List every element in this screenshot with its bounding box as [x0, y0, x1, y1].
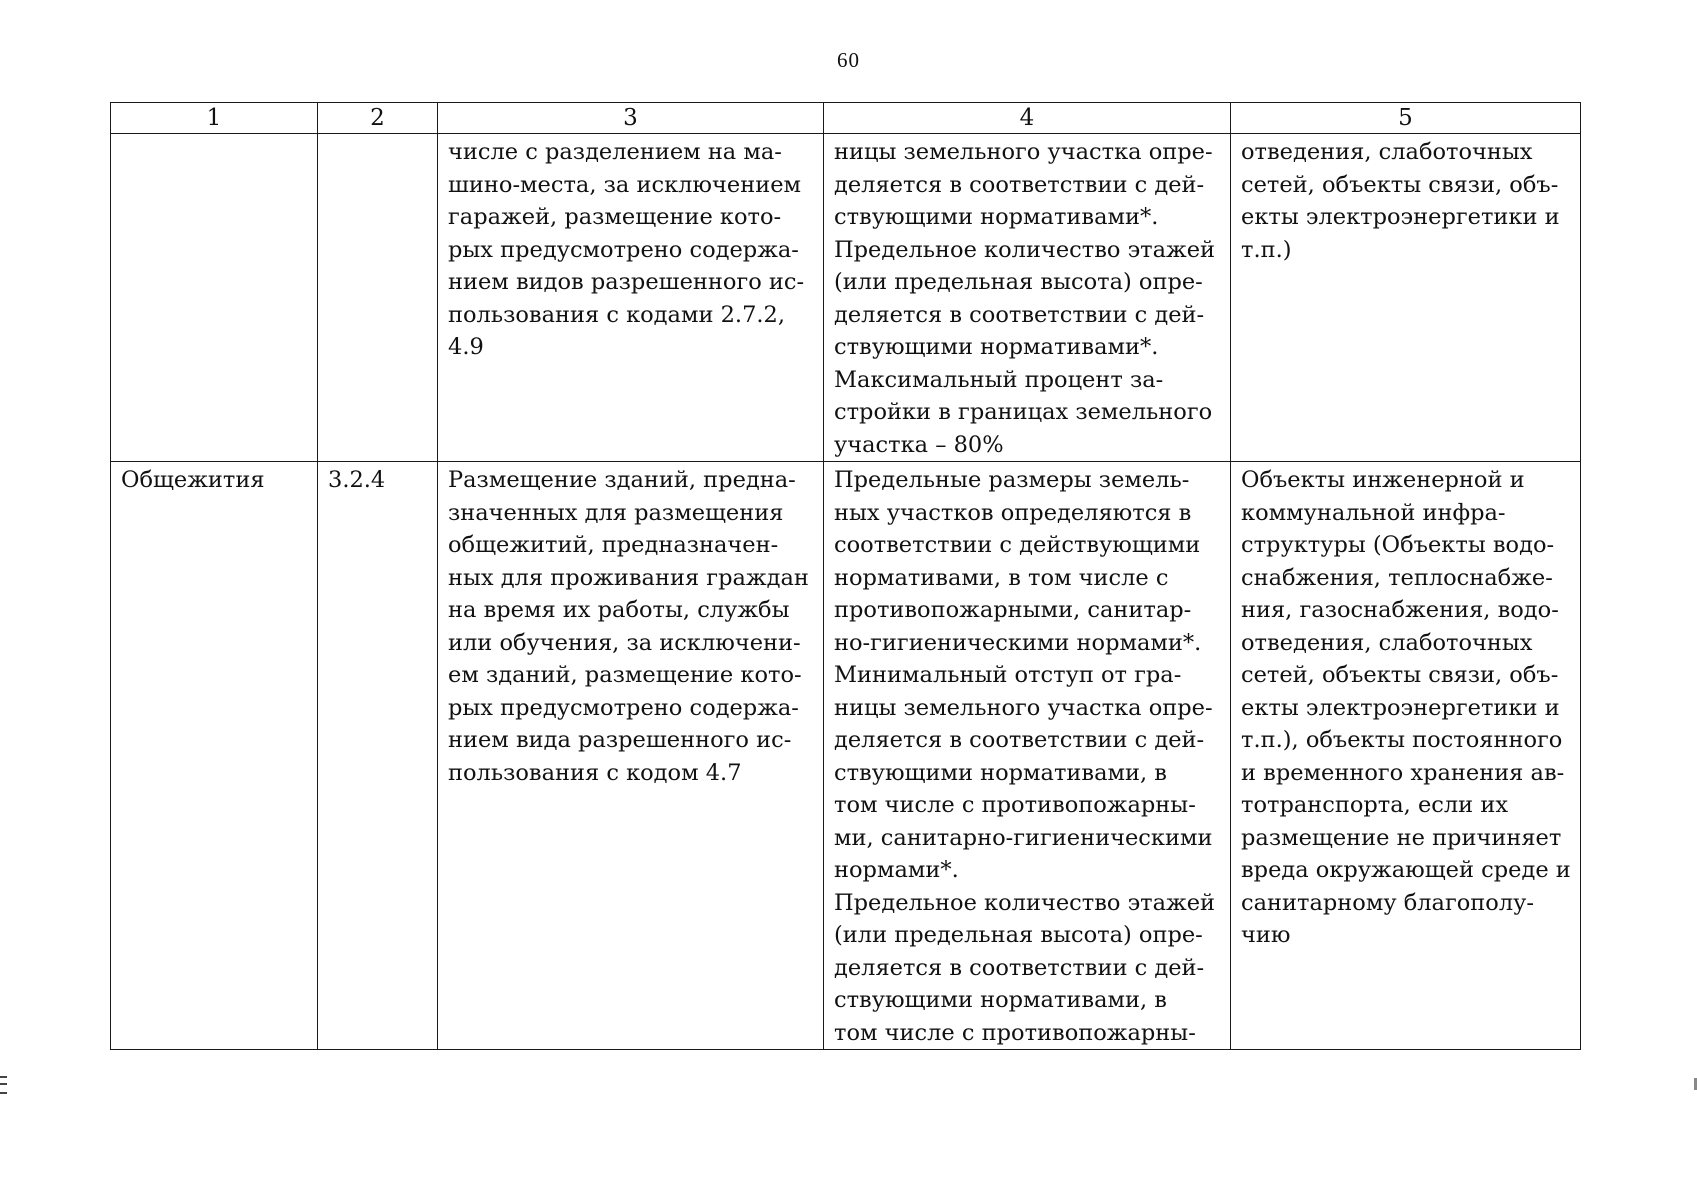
land-use-description-cell [438, 134, 824, 462]
land-use-description-cell [438, 462, 824, 1050]
auxiliary-uses: Объекты инженерной и коммунальной инфра- структуры (Объекты водо- снабжения, теплоснабже- ния, газоснабжения, водо- отведения, слаботочных сетей, объекты связи, объ- екты электроэнергетики и т.п.), объекты постоянного и временного хранения ав- тотранспорта, если их размещение не причиняет вреда окружающей среде и санитарному благополу- чию [1241, 467, 1571, 948]
construction-parameters: Предельные размеры земель- ных участков определяются в соответствии с действующими нормативами, в том числе с противопожарными, санитар- но-гигиеническими нормами*. Минимальный отступ от гра- ницы земельного участка опре- деляется в соответствии с дей- ствующими нормативами, в том числе с противопожарны- ми, санитарно-гигиеническими нормами*. Предельное количество этажей (или предельная высота) опре- деляется в соответствии с дей- ствующими нормативами, в том числе с противопожарны- [834, 467, 1216, 1046]
land-use-description: Размещение зданий, предна- значенных для размещения общежитий, предназначен- ных для проживания граждан на время их работы, службы или обучения, за исключени- ем зданий, размещение кото- рых предусмотрено содержа- нием вида разрешенного ис- пользования с кодом 4.7 [448, 467, 809, 786]
column-header-4: 4 [824, 103, 1231, 134]
land-use-name-cell [111, 134, 318, 462]
scan-edge-mark-left [0, 1076, 7, 1094]
column-header-3: 3 [438, 103, 824, 134]
table-row [111, 134, 1581, 462]
land-use-name: Общежития [121, 467, 265, 493]
land-use-code-cell [318, 462, 438, 1050]
auxiliary-uses-cell [1231, 462, 1581, 1050]
column-header-1: 1 [111, 103, 318, 134]
auxiliary-uses: отведения, слаботочных сетей, объекты связи, объ- екты электроэнергетики и т.п.) [1241, 139, 1560, 263]
column-header-5: 5 [1231, 103, 1581, 134]
land-use-code-cell [318, 134, 438, 462]
land-use-description: числе с разделением на ма- шино-места, за исключением гаражей, размещение кото- рых предусмотрено содержа- нием видов разрешенного ис- пользования с кодами 2.7.2, 4.9 [448, 139, 805, 360]
construction-parameters: ницы земельного участка опре- деляется в соответствии с дей- ствующими нормативами*. Предельное количество этажей (или предельная высота) опре- деляется в соответствии с дей- ствующими нормативами*. Максимальный процент за- стройки в границах земельного участка – 80% [834, 139, 1216, 458]
table-header-row [111, 103, 1581, 134]
land-use-code: 3.2.4 [328, 467, 386, 493]
auxiliary-uses-cell [1231, 134, 1581, 462]
parameters-cell [824, 134, 1231, 462]
table-row [111, 462, 1581, 1050]
land-use-name-cell [111, 462, 318, 1050]
column-header-2: 2 [318, 103, 438, 134]
page-number: 60 [837, 48, 860, 72]
parameters-cell [824, 462, 1231, 1050]
land-use-table [110, 102, 1581, 1050]
